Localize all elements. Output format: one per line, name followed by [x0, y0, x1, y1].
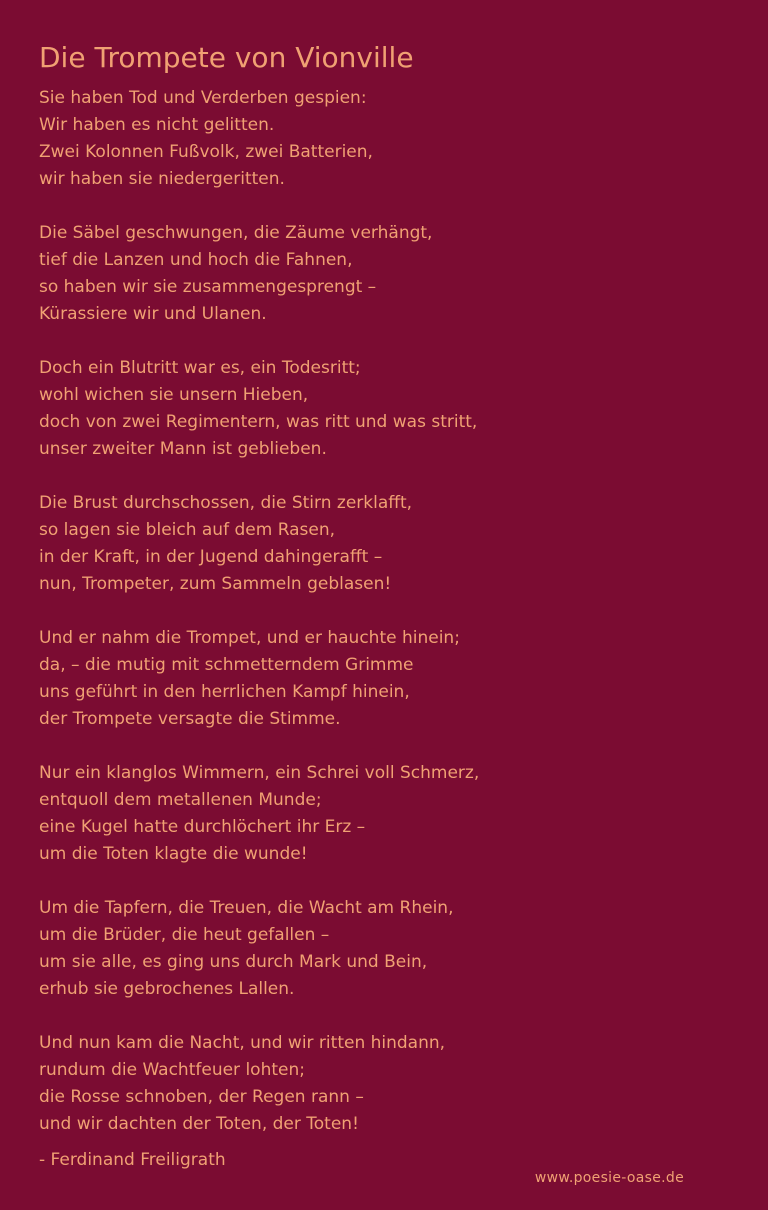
- poem-line: Und er nahm die Trompet, und er hauchte hinein;: [39, 628, 460, 648]
- poem-line: Die Brust durchschossen, die Stirn zerklafft,: [39, 493, 413, 513]
- poem-line: wohl wichen sie unsern Hieben,: [39, 385, 309, 405]
- poem-line: in der Kraft, in der Jugend dahingerafft –: [39, 547, 383, 567]
- poem-line: Um die Tapfern, die Treuen, die Wacht am Rhein,: [39, 898, 454, 918]
- website-url: www.poesie-oase.de: [534, 1170, 684, 1186]
- poem-line: der Trompete versagte die Stimme.: [39, 709, 341, 729]
- poem-line: so haben wir sie zusammengesprengt –: [39, 277, 377, 297]
- stanza-5: [39, 625, 739, 733]
- poem-line: entquoll dem metallenen Munde;: [39, 790, 322, 810]
- poem-line: uns geführt in den herrlichen Kampf hinein,: [39, 682, 410, 702]
- poem-line: so lagen sie bleich auf dem Rasen,: [39, 520, 336, 540]
- stanza-8: [39, 1030, 739, 1138]
- poem-author: - Ferdinand Freiligrath: [39, 1150, 226, 1170]
- poem-line: erhub sie gebrochenes Lallen.: [39, 979, 295, 999]
- poem-line: doch von zwei Regimentern, was ritt und was stritt,: [39, 412, 478, 432]
- poem-line: um sie alle, es ging uns durch Mark und Bein,: [39, 952, 428, 972]
- poem-line: um die Brüder, die heut gefallen –: [39, 925, 330, 945]
- poem-line: Nur ein klanglos Wimmern, ein Schrei voll Schmerz,: [39, 763, 480, 783]
- poem-line: nun, Trompeter, zum Sammeln geblasen!: [39, 574, 392, 594]
- poem-line: Doch ein Blutritt war es, ein Todesritt;: [39, 358, 361, 378]
- poem-line: wir haben sie niedergeritten.: [39, 169, 285, 189]
- poem-line: um die Toten klagte die wunde!: [39, 844, 308, 864]
- poem-line: tief die Lanzen und hoch die Fahnen,: [39, 250, 353, 270]
- stanza-1: [39, 85, 739, 193]
- poem-line: Sie haben Tod und Verderben gespien:: [39, 88, 367, 108]
- poem-line: Und nun kam die Nacht, und wir ritten hindann,: [39, 1033, 446, 1053]
- poem-line: rundum die Wachtfeuer lohten;: [39, 1060, 305, 1080]
- poem-line: und wir dachten der Toten, der Toten!: [39, 1114, 359, 1134]
- stanza-7: [39, 895, 739, 1003]
- poem-line: da, – die mutig mit schmetterndem Grimme: [39, 655, 414, 675]
- poem-line: Die Säbel geschwungen, die Zäume verhängt,: [39, 223, 433, 243]
- stanza-6: [39, 760, 739, 868]
- poem-line: eine Kugel hatte durchlöchert ihr Erz –: [39, 817, 366, 837]
- poem-line: Wir haben es nicht gelitten.: [39, 115, 275, 135]
- poem-line: Zwei Kolonnen Fußvolk, zwei Batterien,: [39, 142, 373, 162]
- poem-title: Die Trompete von Vionville: [39, 41, 414, 74]
- poem-line: Kürassiere wir und Ulanen.: [39, 304, 267, 324]
- poem-line: unser zweiter Mann ist geblieben.: [39, 439, 327, 459]
- poem-line: die Rosse schnoben, der Regen rann –: [39, 1087, 364, 1107]
- poem-body: [39, 85, 739, 1165]
- stanza-4: [39, 490, 739, 598]
- stanza-3: [39, 355, 739, 463]
- stanza-2: [39, 220, 739, 328]
